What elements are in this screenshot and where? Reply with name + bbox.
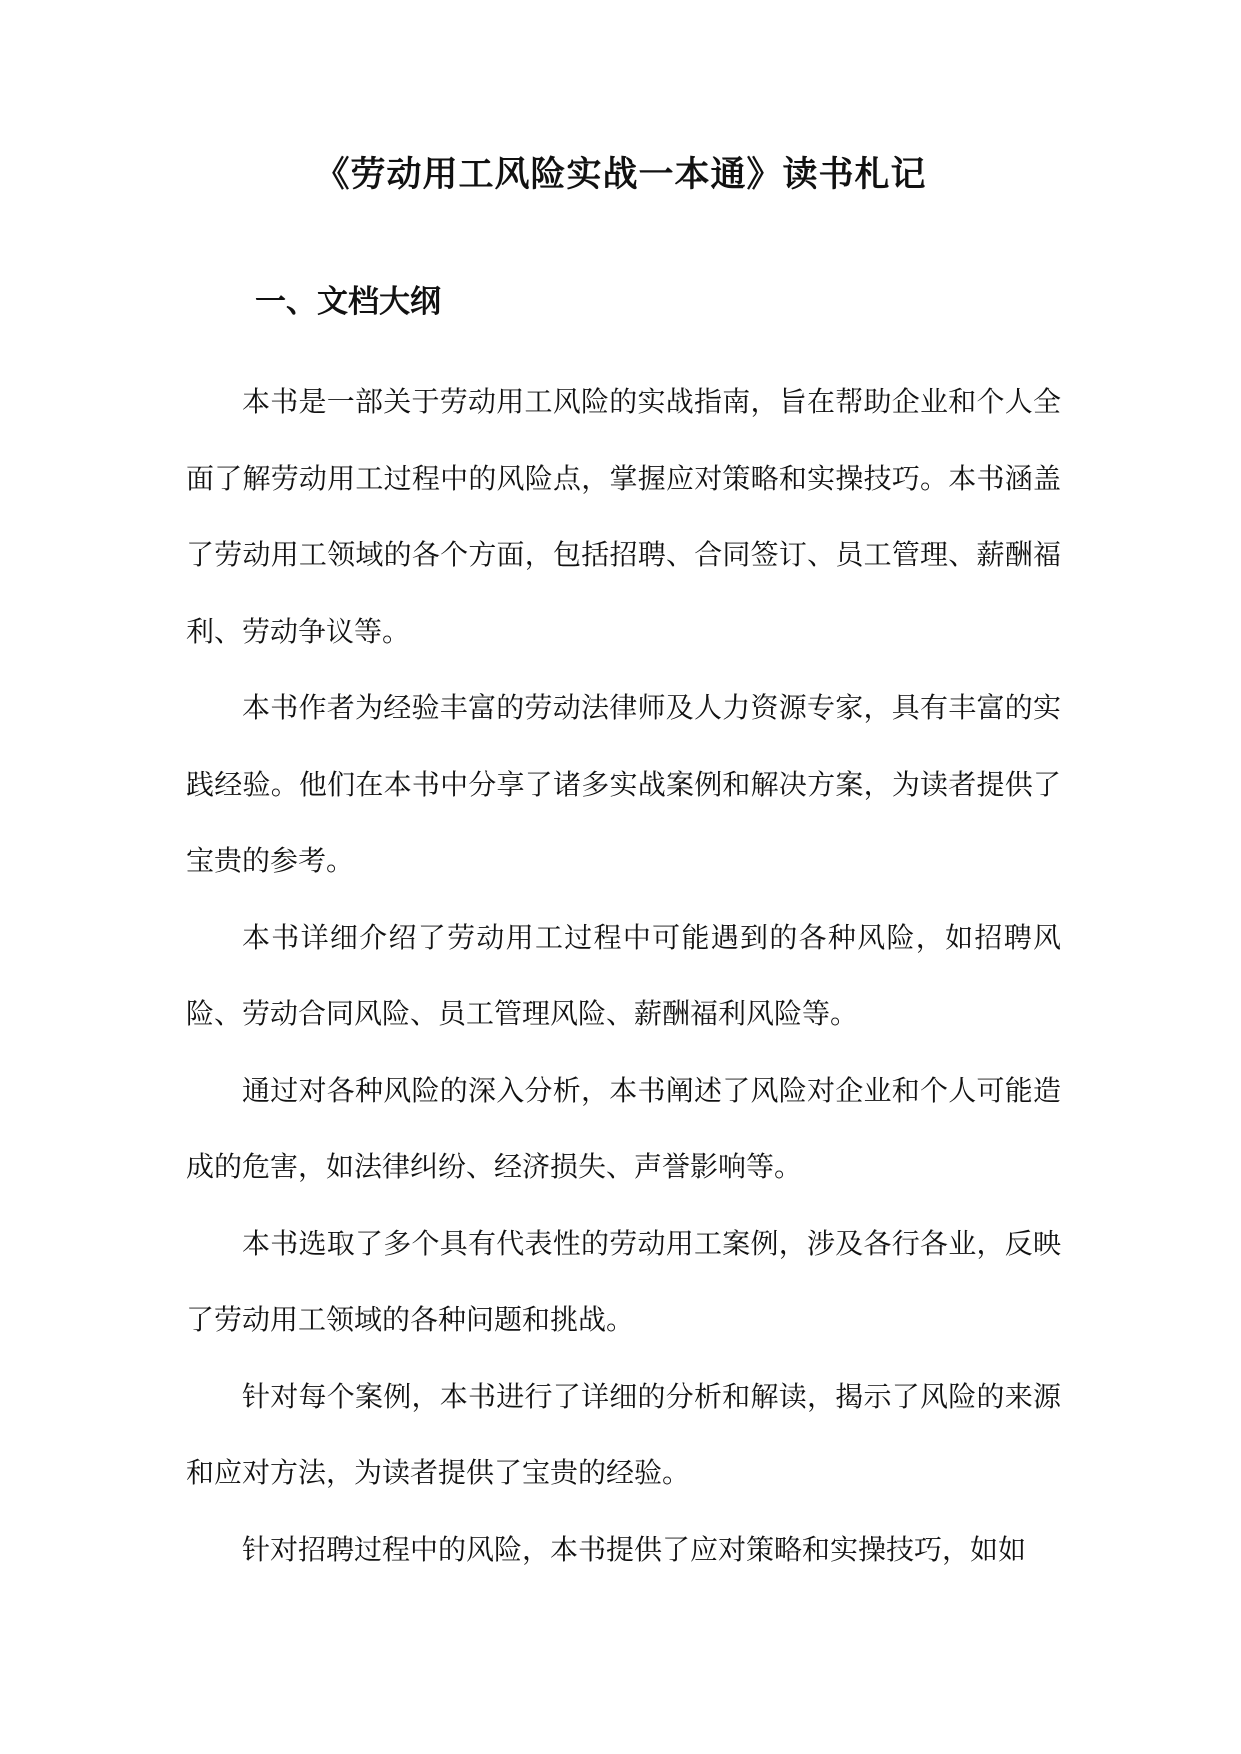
section-heading: 一、文档大纲 <box>255 284 441 320</box>
paragraph: 针对招聘过程中的风险，本书提供了应对策略和实操技巧，如如 <box>242 1532 1027 1566</box>
document-body <box>186 364 1061 1588</box>
paragraph: 本书作者为经验丰富的劳动法律师及人力资源专家，具有丰富的实践经验。他们在本书中分享了诸多实战案例和解决方案，为读者提供了宝贵的参考。 <box>186 691 1061 877</box>
paragraph: 本书详细介绍了劳动用工过程中可能遇到的各种风险，如招聘风险、劳动合同风险、员工管理风险、薪酬福利风险等。 <box>186 920 1061 1030</box>
paragraph: 通过对各种风险的深入分析，本书阐述了风险对企业和个人可能造成的危害，如法律纠纷、经济损失、声誉影响等。 <box>186 1073 1061 1183</box>
paragraph: 本书选取了多个具有代表性的劳动用工案例，涉及各行各业，反映了劳动用工领域的各种问题和挑战。 <box>186 1226 1061 1336</box>
paragraph: 针对每个案例，本书进行了详细的分析和解读，揭示了风险的来源和应对方法，为读者提供了宝贵的经验。 <box>186 1379 1061 1489</box>
document-title: 《劳动用工风险实战一本通》读书札记 <box>314 155 927 195</box>
paragraph: 本书是一部关于劳动用工风险的实战指南，旨在帮助企业和个人全面了解劳动用工过程中的风险点，掌握应对策略和实操技巧。本书涵盖了劳动用工领域的各个方面，包括招聘、合同签订、员工管理、薪酬福利、劳动争议等。 <box>186 385 1061 648</box>
